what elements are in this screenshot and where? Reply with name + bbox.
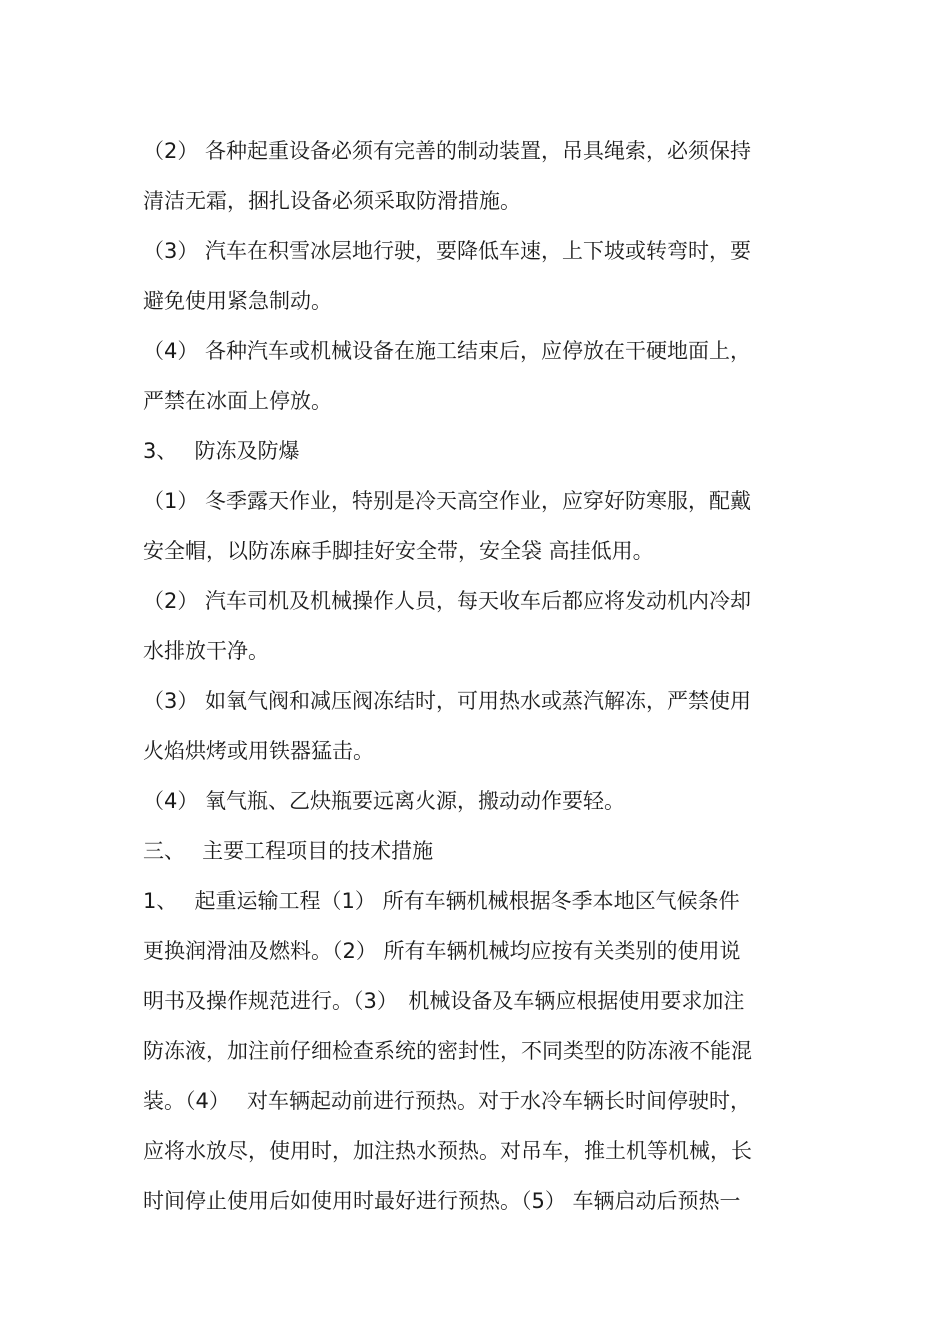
- text-line: 避免使用紧急制动。: [143, 289, 332, 313]
- document-body: [143, 126, 823, 1226]
- text-line: 安全帽，以防冻麻手脚挂好安全带，安全袋 高挂低用。: [143, 539, 654, 563]
- text-line: 严禁在冰面上停放。: [143, 389, 332, 413]
- text-line: （1） 冬季露天作业，特别是冷天高空作业，应穿好防寒服，配戴: [143, 489, 752, 513]
- text-line: （2） 汽车司机及机械操作人员，每天收车后都应将发动机内冷却: [143, 589, 752, 613]
- text-line: 防冻液，加注前仔细检查系统的密封性，不同类型的防冻液不能混: [143, 1039, 752, 1063]
- text-line: （3） 如氧气阀和减压阀冻结时，可用热水或蒸汽解冻，严禁使用: [143, 689, 752, 713]
- text-line: 火焰烘烤或用铁器猛击。: [143, 739, 374, 763]
- text-line: 装。（4） 对车辆起动前进行预热。对于水冷车辆长时间停驶时，: [143, 1089, 752, 1113]
- text-line: （4） 氧气瓶、乙炔瓶要远离火源，搬动动作要轻。: [143, 789, 626, 813]
- text-line: 时间停止使用后如使用时最好进行预热。（5） 车辆启动后预热一: [143, 1189, 741, 1213]
- text-line: 1、 起重运输工程（1） 所有车辆机械根据冬季本地区气候条件: [143, 889, 740, 913]
- text-line: （2） 各种起重设备必须有完善的制动装置，吊具绳索，必须保持: [143, 139, 752, 163]
- text-line: 更换润滑油及燃料。（2） 所有车辆机械均应按有关类别的使用说: [143, 939, 741, 963]
- text-line: 水排放干净。: [143, 639, 269, 663]
- text-line: 应将水放尽，使用时，加注热水预热。对吊车，推土机等机械，长: [143, 1139, 752, 1163]
- text-line: 清洁无霜，捆扎设备必须采取防滑措施。: [143, 189, 521, 213]
- section-heading: 3、 防冻及防爆: [143, 439, 300, 463]
- text-line: （3） 汽车在积雪冰层地行驶，要降低车速，上下坡或转弯时，要: [143, 239, 752, 263]
- text-line: 明书及操作规范进行。（3） 机械设备及车辆应根据使用要求加注: [143, 989, 745, 1013]
- text-line: （4） 各种汽车或机械设备在施工结束后，应停放在干硬地面上，: [143, 339, 752, 363]
- section-heading: 三、 主要工程项目的技术措施: [143, 839, 434, 863]
